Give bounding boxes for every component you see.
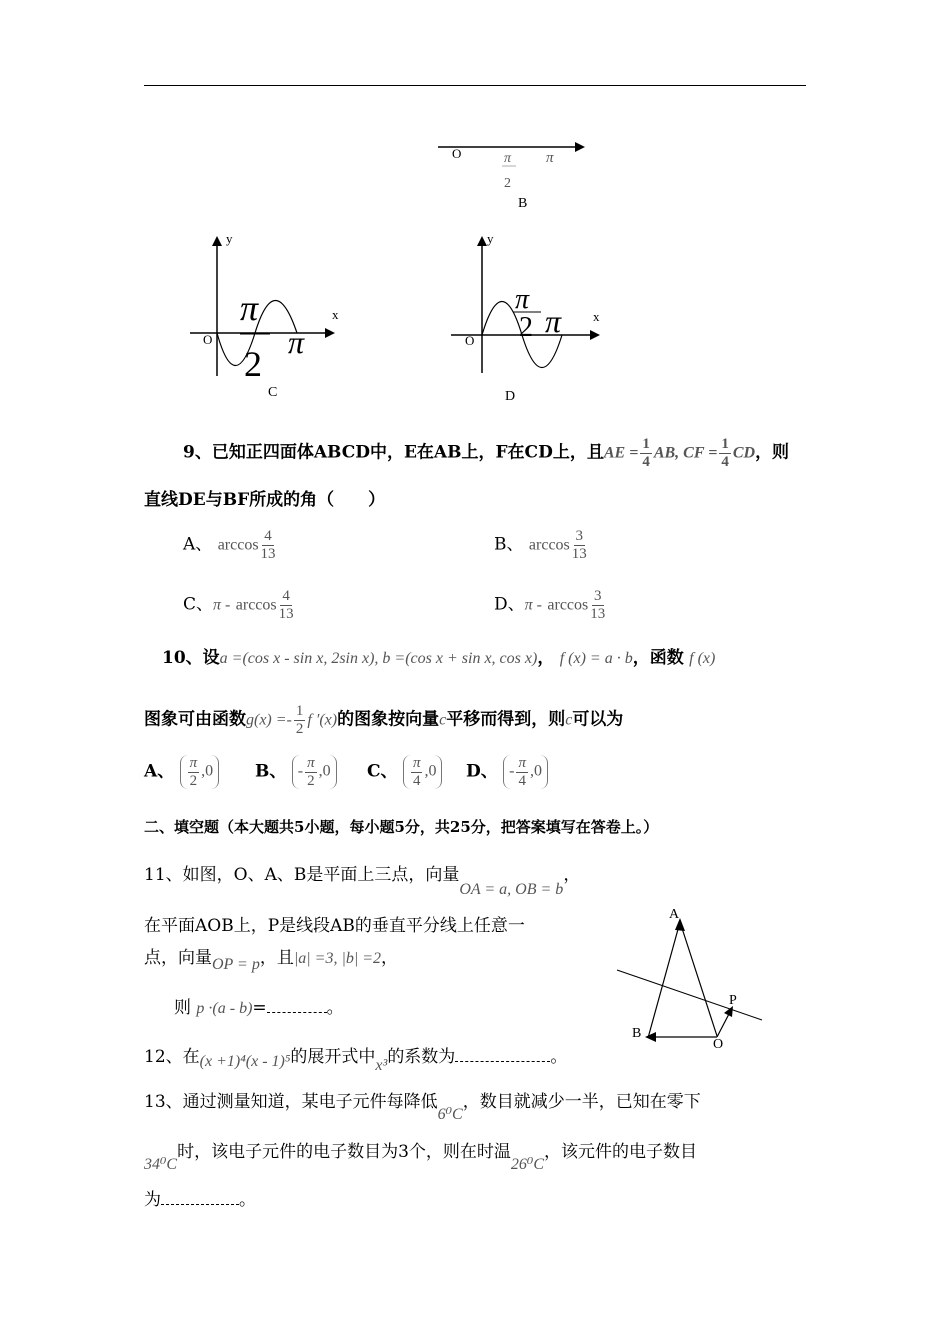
q10-line2: 图象可由函数g(x) =- $\frac{1}{2}$ f ′(x)的图象按向量c平移而得到，则c可以为	[144, 703, 624, 737]
fig-d-two: 2	[519, 312, 533, 343]
fig-d-pi-top: π	[515, 284, 530, 315]
fig-b-label: B	[518, 196, 528, 211]
fig-c-pi-top: π	[240, 288, 259, 328]
fig-d-pi: π	[545, 303, 562, 339]
fig-d-label: D	[505, 389, 516, 403]
fig-b-pi-half-den: 2	[504, 176, 511, 191]
q11-line4: 则 p ·(a - b)= 。	[174, 998, 344, 1018]
figure-d	[445, 228, 615, 403]
q9-text-b: ，则	[755, 442, 790, 463]
q10-option-a[interactable]: A、 $\frac{\pi}{2}$ ,0	[144, 755, 219, 789]
figure-c	[180, 228, 350, 403]
q9-frac-2: $\frac{1}{4}$	[721, 436, 729, 470]
q11-line3: 点，向量OP = p，且|a| =3, |b| =2，	[144, 948, 399, 973]
q9-option-d[interactable]: D、π - arccos $\frac{3}{13}$	[494, 588, 606, 622]
fig-b-origin: O	[452, 146, 462, 161]
q9-option-c[interactable]: C、π - arccos $\frac{4}{13}$	[183, 588, 294, 622]
fig-d-origin: O	[465, 333, 475, 348]
q11-fig-a: A	[669, 907, 680, 922]
q10-option-c[interactable]: C、 $\frac{\pi}{4}$ ,0	[367, 755, 442, 789]
section-2-heading: 二、填空题（本大题共5小题，每小题5分，共25分，把答案填写在答卷上。）	[144, 818, 659, 836]
fig-c-x: x	[332, 307, 339, 322]
fig-c-pi: π	[288, 324, 305, 360]
fig-c-y: y	[226, 231, 233, 246]
fig-c-two: 2	[244, 344, 262, 384]
q9-option-b[interactable]: B、 arccos $\frac{3}{13}$	[494, 528, 587, 562]
q13-line3: 为 。	[144, 1190, 256, 1210]
q10-fx: f (x) = a · b	[559, 650, 633, 667]
q9-line1	[183, 436, 789, 470]
fig-d-y: y	[487, 231, 494, 246]
q9-frac-1: $\frac{1}{4}$	[642, 436, 650, 470]
fig-c-label: C	[268, 385, 278, 400]
q12-line: 12、在(x +1)⁴(x - 1)⁵的展开式中x³的系数为 。	[144, 1047, 568, 1074]
header-rule	[144, 85, 806, 86]
q10-vectors: a =(cos x - sin x, 2sin x), b =(cos x + sin x, cos x)	[219, 650, 538, 667]
q13-line1: 13、通过测量知道，某电子元件每降低6⁰C，数目就减少一半，已知在零下	[144, 1092, 701, 1123]
q11-fig-p: P	[729, 993, 737, 1008]
q11-line1: 11、如图，O、A、B是平面上三点，向量OA = a, OB = b，	[144, 865, 581, 898]
q13-answer-blank[interactable]	[161, 1192, 239, 1205]
q11-figure	[612, 900, 772, 1050]
figure-b	[430, 135, 600, 215]
q11-fig-o: O	[713, 1037, 724, 1050]
q9-math-a: AE =	[603, 444, 639, 462]
q10-line1: 10、设a =(cos x - sin x, 2sin x), b =(cos x + sin x, cos x)， f (x) = a · b，函数 f (x)	[162, 648, 716, 668]
fig-d-x: x	[593, 309, 600, 324]
q9-option-a[interactable]: A、 arccos $\frac{4}{13}$	[183, 528, 276, 562]
q9-text-a: 9、已知正四面体ABCD中，E在AB上，F在CD上，且	[183, 442, 604, 463]
fig-b-pi: π	[546, 150, 554, 166]
q10-option-b[interactable]: B、 - $\frac{\pi}{2}$ ,0	[255, 755, 337, 789]
q11-line2: 在平面AOB上，P是线段AB的垂直平分线上任意一	[144, 916, 525, 936]
fig-c-origin: O	[203, 332, 213, 347]
q9-math-c: CD	[732, 444, 756, 462]
q9-math-b: AB, CF =	[653, 444, 718, 462]
q9-line2: 直线DE与BF所成的角（ ）	[144, 490, 386, 510]
q13-line2: 34⁰C时，该电子元件的电子数目为3个，则在时温26⁰C，该元件的电子数目	[144, 1142, 698, 1173]
fig-b-pi-half-num: π	[504, 151, 512, 166]
q11-fig-b: B	[632, 1026, 642, 1041]
q11-answer-blank[interactable]	[267, 1000, 327, 1013]
q12-answer-blank[interactable]	[455, 1049, 550, 1062]
q10-option-d[interactable]: D、 - $\frac{\pi}{4}$ ,0	[466, 755, 548, 789]
